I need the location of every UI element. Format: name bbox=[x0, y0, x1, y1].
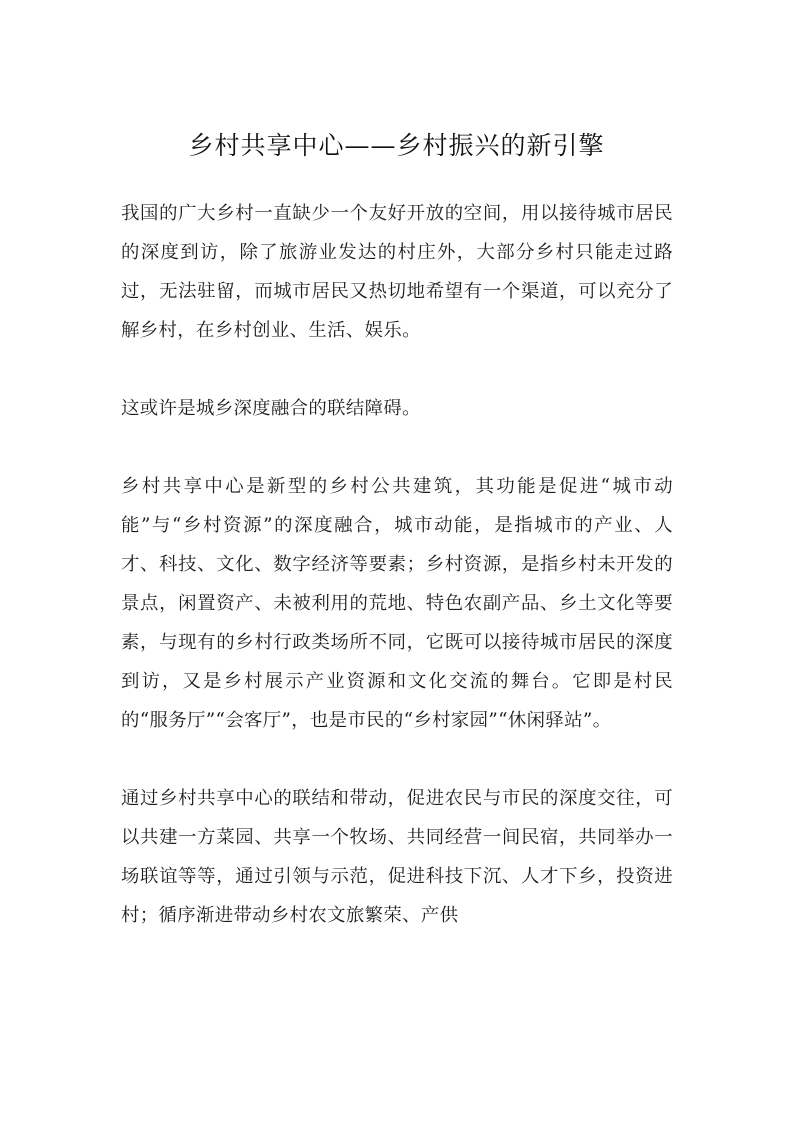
paragraph-4: 通过乡村共享中心的联结和带动，促进农民与市民的深度交往，可以共建一方菜园、共享一个牧场、共同经营一间民宿，共同举办一场联谊等等，通过引领与示范，促进科技下沉、人才下乡，投资进村；循序渐进带动乡村农文旅繁荣、产供 bbox=[121, 788, 673, 926]
paragraph-1: 我国的广大乡村一直缺少一个友好开放的空间，用以接待城市居民的深度到访，除了旅游业发达的村庄外，大部分乡村只能走过路过，无法驻留，而城市居民又热切地希望有一个渠道，可以充分了解乡村，在乡村创业、生活、娱乐。 bbox=[121, 203, 673, 341]
paragraph-3: 乡村共享中心是新型的乡村公共建筑，其功能是促进“城市动能”与“乡村资源”的深度融合，城市动能，是指城市的产业、人才、科技、文化、数字经济等要素；乡村资源，是指乡村未开发的景点，闲置资产、未被利用的荒地、特色农副产品、乡土文化等要素，与现有的乡村行政类场所不同，它既可以接待城市居民的深度到访，又是乡村展示产业资源和文化交流的舞台。它即是村民的“服务厅”“会客厅”，也是市民的“乡村家园”“休闲驿站”。 bbox=[121, 476, 673, 731]
document-body bbox=[121, 194, 673, 974]
page-title: 乡村共享中心——乡村振兴的新引擎 bbox=[188, 131, 605, 160]
paragraph-2: 这或许是城乡深度融合的联结障碍。 bbox=[121, 398, 421, 419]
